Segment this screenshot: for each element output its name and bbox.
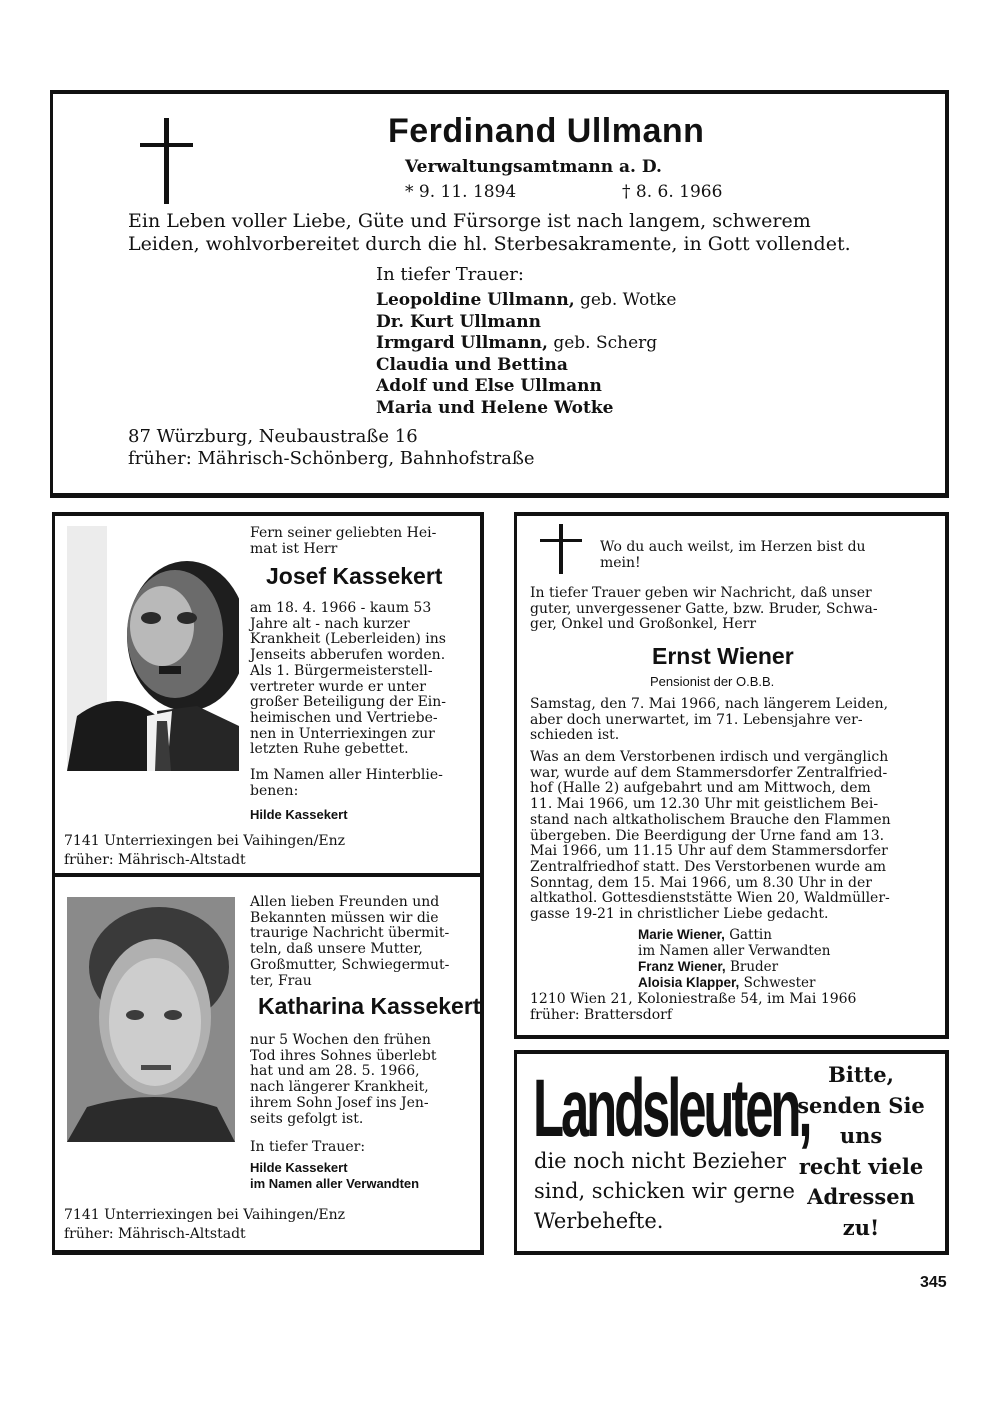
signer: Hilde Kassekert bbox=[250, 807, 348, 822]
signer: im Namen aller Verwandten bbox=[638, 943, 831, 959]
birth-date: * 9. 11. 1894 bbox=[405, 182, 517, 202]
signer: Franz Wiener, Bruder bbox=[638, 959, 779, 975]
mourner: Leopoldine Ullmann, geb. Wotke bbox=[376, 290, 677, 310]
obituary-text: Ein Leben voller Liebe, Güte und Fürsorge ist nach langem, schwerem Leiden, wohlvorbereitet durch die hl. Sterbesakramente, in Gott vollendet. bbox=[128, 210, 851, 255]
mourner: Claudia und Bettina bbox=[376, 354, 568, 375]
address: 1210 Wien 21, Koloniestraße 54, im Mai 1966 früher: Brattersdorf bbox=[530, 991, 857, 1023]
address: 7141 Unterriexingen bei Vaihingen/Enz früher: Mährisch-Altstadt bbox=[64, 833, 345, 868]
ad-body: die noch nicht Bezieher sind, schicken wir gerne Werbehefte. bbox=[534, 1149, 795, 1233]
deceased-name: Katharina Kassekert bbox=[258, 993, 481, 1019]
mourning-heading: In tiefer Trauer: bbox=[376, 264, 524, 285]
signers bbox=[638, 927, 830, 991]
mourning-heading: In tiefer Trauer: bbox=[250, 1139, 366, 1155]
intro-text: Fern seiner geliebten Hei- mat ist Herr bbox=[250, 525, 437, 557]
portrait-photo bbox=[67, 897, 235, 1142]
deceased-role: Pensionist der O.B.B. bbox=[650, 674, 775, 689]
mourner: Adolf und Else Ullmann bbox=[376, 376, 602, 396]
signer: Aloisia Klapper, Schwester bbox=[638, 975, 816, 991]
page-number: 345 bbox=[920, 1274, 947, 1291]
ad-callout: Bitte, senden Sie uns recht viele Adressen zu! bbox=[797, 1062, 925, 1240]
sign-heading: Im Namen aller Hinterblie- benen: bbox=[250, 767, 443, 799]
mourner: Dr. Kurt Ullmann bbox=[376, 311, 541, 332]
portrait-photo bbox=[67, 526, 239, 771]
deceased-name: Ernst Wiener bbox=[652, 643, 794, 669]
obituary-text: Samstag, den 7. Mai 1966, nach längerem Leiden, aber doch unerwartet, im 71. Lebensjahre ver- schieden ist. bbox=[530, 696, 889, 744]
intro-text: In tiefer Trauer geben wir Nachricht, daß unser guter, unvergessener Gatte, bzw. Bruder, Schwa- ger, Onkel und Großonkel, Herr bbox=[530, 585, 878, 633]
intro-text: Allen lieben Freunden und Bekannten müssen wir die traurige Nachricht übermit- teln, daß unsere Mutter, Großmutter, Schwiegermut- ter, Frau bbox=[250, 894, 450, 989]
ad-headline: Landsleuten, bbox=[533, 1063, 810, 1154]
mourners-list bbox=[376, 290, 676, 419]
mourner: Maria und Helene Wotke bbox=[376, 397, 614, 418]
obituary-text: nur 5 Wochen den frühen Tod ihres Sohnes überlebt hat und am 28. 5. 1966, nach längerer Krankheit, ihrem Sohn Josef ins Jen- seits gefolgt ist. bbox=[250, 1032, 437, 1127]
mourner: Irmgard Ullmann, geb. Scherg bbox=[376, 333, 658, 353]
death-date: † 8. 6. 1966 bbox=[622, 182, 723, 202]
address: 87 Würzburg, Neubaustraße 16 früher: Mährisch-Schönberg, Bahnhofstraße bbox=[128, 426, 535, 469]
obituary-text: am 18. 4. 1966 - kaum 53 Jahre alt - nach kurzer Krankheit (Leberleiden) ins Jenseits abberufen worden. Als 1. Bürgermeisterstell- vertreter wurde er unter großer Beteiligung der Ein- heimischen und Vertriebe- nen in Unterriexingen zur letzten Ruhe gebettet. bbox=[250, 600, 447, 758]
address: 7141 Unterriexingen bei Vaihingen/Enz früher: Mährisch-Altstadt bbox=[64, 1207, 345, 1242]
signer: Marie Wiener, Gattin bbox=[638, 927, 772, 943]
motto: Wo du auch weilst, im Herzen bist du mein! bbox=[600, 539, 866, 571]
deceased-name: Josef Kassekert bbox=[266, 563, 443, 589]
funeral-details: Was an dem Verstorbenen irdisch und vergänglich war, wurde auf dem Stammersdorfer Zentralfried- hof (Halle 2) aufgebahrt und am Mittwoch, dem 11. Mai 1966, um 12.30 Uhr mit geistlichem Bei- stand nach altkatholischem Brauche den Flammen übergeben. Die Beerdigung der Urne fand am 13. Mai 1966, um 11.15 Uhr auf dem Stammersdorfer Zentralfriedhof statt. Des Verstorbenen wurde am Sonntag, dem 15. Mai 1966, um 8.30 Uhr in der altkathol. Gottesdienststätte Wien 20, Waldmüller- gasse 19-21 in christlicher Liebe gedacht. bbox=[530, 749, 891, 923]
deceased-title: Verwaltungsamtmann a. D. bbox=[405, 157, 662, 177]
deceased-name: Ferdinand Ullmann bbox=[388, 112, 705, 150]
signers: Hilde Kassekert im Namen aller Verwandten bbox=[250, 1160, 420, 1191]
